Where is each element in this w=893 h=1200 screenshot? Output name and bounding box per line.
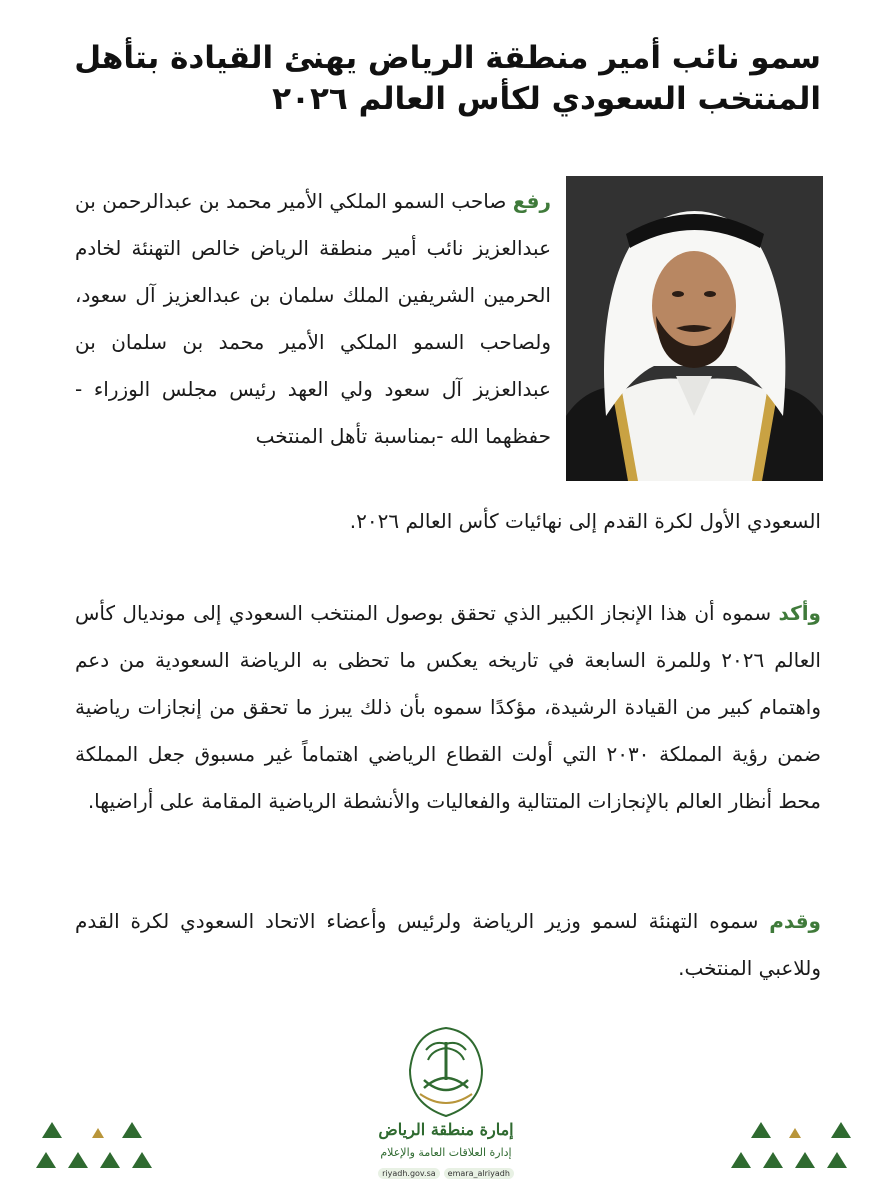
- paragraph-2-text: سموه أن هذا الإنجاز الكبير الذي تحقق بوصول المنتخب السعودي إلى مونديال كأس العالم ٢٠٢٦ وللمرة السابعة في تاريخه يعكس ما تحظى به الرياضة السعودية من دعم واهتمام كبير من القيادة الرشيدة، مؤكدًا سموه بأن ذلك يبرز ما تحقق من إنجازات رياضية ضمن رؤية المملكة ٢٠٣٠ التي أولت القطاع الرياضي اهتماماً غير مسبوق جعل المملكة محط أنظار العالم بالإنجازات المتتالية والفعاليات والأنشطة الرياضية المقامة على أراضيها.: [75, 601, 821, 813]
- portrait-photo: [566, 176, 823, 481]
- social-handle[interactable]: emara_alriyadh: [444, 1168, 514, 1179]
- paragraph-1-bottom: السعودي الأول لكرة القدم إلى نهائيات كأس العالم ٢٠٢٦.: [349, 509, 821, 533]
- paragraph-3: [75, 898, 821, 992]
- paragraph-3-lead: وقدم: [769, 909, 821, 933]
- website-link[interactable]: riyadh.gov.sa: [378, 1168, 440, 1179]
- portrait-illustration: [566, 176, 823, 481]
- paragraph-1-lead: رفع: [512, 189, 551, 213]
- title-line-1: سمو نائب أمير منطقة الرياض يهنئ القيادة بتأهل: [74, 40, 821, 76]
- paragraph-3-text: سموه التهنئة لسمو وزير الرياضة ولرئيس وأعضاء الاتحاد السعودي لكرة القدم وللاعبي المنتخب.: [75, 909, 821, 980]
- emblem-palm-swords-icon: [406, 1024, 486, 1120]
- page-title: [60, 38, 821, 120]
- contact-info: [366, 1168, 526, 1179]
- department-name: إدارة العلاقات العامة والإعلام: [380, 1146, 512, 1159]
- paragraph-1-top: [75, 178, 551, 460]
- title-line-2: المنتخب السعودي لكأس العالم ٢٠٢٦: [272, 81, 821, 117]
- triangle-decoration-right: [727, 1118, 857, 1174]
- paragraph-1-text: صاحب السمو الملكي الأمير محمد بن عبدالرحمن بن عبدالعزيز نائب أمير منطقة الرياض خالص التهنئة لخادم الحرمين الشريفين الملك سلمان بن عبدالعزيز آل سعود، ولصاحب السمو الملكي الأمير محمد بن سلمان بن عبدالعزيز آل سعود ولي العهد رئيس مجلس الوزراء - حفظهما الله -بمناسبة تأهل المنتخب: [75, 189, 551, 448]
- paragraph-2-lead: وأكد: [778, 601, 821, 625]
- footer-logo: [366, 1020, 526, 1185]
- organization-name: إمارة منطقة الرياض: [378, 1120, 514, 1139]
- triangle-decoration-left: [36, 1118, 166, 1174]
- paragraph-2: [75, 590, 821, 825]
